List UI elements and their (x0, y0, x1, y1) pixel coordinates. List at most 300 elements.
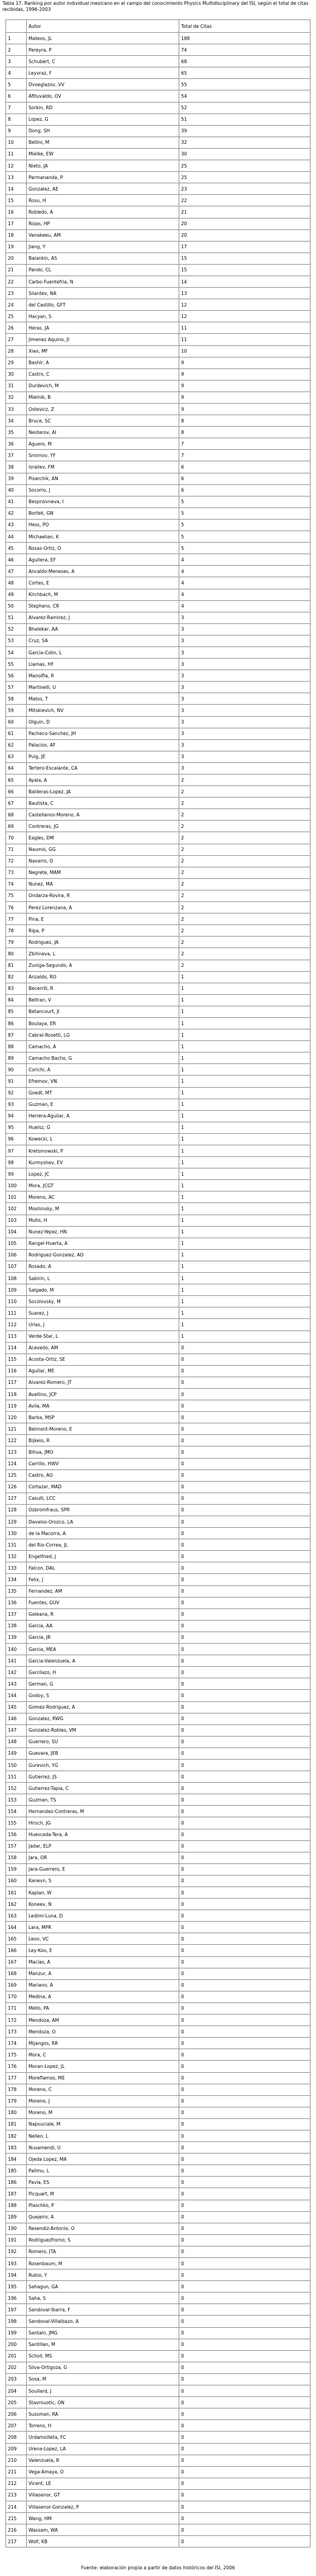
author-cell: Pina, E (27, 913, 179, 925)
citations-cell: 0 (179, 2223, 311, 2234)
rank-cell: 105 (6, 1238, 27, 1249)
author-cell: Hernandez-Contreras, M (27, 1806, 179, 1817)
author-cell: Afituvaldo, OV (27, 90, 179, 102)
rank-cell: 115 (6, 1354, 27, 1365)
rank-cell: 208 (6, 2432, 27, 2443)
citations-cell: 0 (179, 1852, 311, 1863)
author-cell: Lara, MPR (27, 1922, 179, 1933)
citations-cell: 0 (179, 2443, 311, 2455)
rank-cell: 207 (6, 2420, 27, 2432)
table-row (6, 2223, 311, 2234)
rank-cell: 101 (6, 1191, 27, 1203)
rank-cell: 136 (6, 1597, 27, 1608)
table-row (6, 2015, 311, 2026)
author-cell: Michaelian, K (27, 531, 179, 543)
citations-cell: 0 (179, 1968, 311, 1979)
author-cell: Heras, JA (27, 322, 179, 334)
citations-cell: 0 (179, 1771, 311, 1783)
rank-cell: 139 (6, 1632, 27, 1643)
rank-cell: 170 (6, 1991, 27, 2002)
rank-cell: 117 (6, 1377, 27, 1388)
citations-cell: 2 (179, 960, 311, 971)
citations-cell: 0 (179, 2524, 311, 2536)
table-row (6, 1423, 311, 1435)
rank-cell: 116 (6, 1365, 27, 1377)
citations-cell: 4 (179, 577, 311, 589)
citations-cell: 0 (179, 2061, 311, 2072)
author-cell: Ojeda Lopez, MA (27, 2154, 179, 2165)
rank-cell: 174 (6, 2038, 27, 2049)
author-cell: Hess, PO (27, 519, 179, 530)
rank-cell: 40 (6, 484, 27, 496)
table-row (6, 635, 311, 646)
author-cell: Villasenor-Gonzalez, P (27, 2501, 179, 2512)
citations-cell: 25 (179, 160, 311, 172)
citations-cell: 0 (179, 2118, 311, 2130)
author-cell: Kurmyshev, EV (27, 1157, 179, 1168)
rank-cell: 135 (6, 1585, 27, 1597)
author-cell: Mendoza, O (27, 2026, 179, 2038)
table-row (6, 1493, 311, 1504)
author-cell: Naumis, GG (27, 844, 179, 855)
table-row (6, 2501, 311, 2512)
citations-cell: 0 (179, 2269, 311, 2281)
rank-cell: 122 (6, 1435, 27, 1446)
citations-cell: 0 (179, 1701, 311, 1713)
rank-cell: 75 (6, 890, 27, 901)
rank-cell: 106 (6, 1249, 27, 1261)
table-row (6, 334, 311, 345)
table-row (6, 2385, 311, 2397)
author-cell: Vicent, LE (27, 2478, 179, 2489)
author-cell: Sussman, RA (27, 2408, 179, 2420)
rank-cell: 132 (6, 1551, 27, 1562)
citations-cell: 0 (179, 1446, 311, 1458)
rank-cell: 68 (6, 809, 27, 821)
author-cell: Santillan, M (27, 2339, 179, 2350)
rank-cell: 6 (6, 90, 27, 102)
rank-cell: 30 (6, 368, 27, 380)
author-cell: Moreno, J (27, 2095, 179, 2107)
citations-cell: 12 (179, 311, 311, 322)
citations-cell: 39 (179, 125, 311, 137)
citations-cell: 0 (179, 1562, 311, 1574)
author-cell: Carbo-Fuentefria, N (27, 276, 179, 287)
citations-cell: 0 (179, 1840, 311, 1852)
citations-cell: 0 (179, 2246, 311, 2257)
author-cell: Salgado, M (27, 1284, 179, 1296)
citations-cell: 2 (179, 844, 311, 855)
citations-cell: 1 (179, 971, 311, 983)
author-cell: Castro, AO (27, 1469, 179, 1481)
rank-cell: 87 (6, 1029, 27, 1041)
rank-cell: 92 (6, 1087, 27, 1099)
citations-cell: 0 (179, 2177, 311, 2188)
author-cell: Soullard, J (27, 2385, 179, 2397)
rank-cell: 22 (6, 276, 27, 287)
author-cell: Ondarza-Rovira, R (27, 890, 179, 901)
citations-cell: 2 (179, 774, 311, 786)
author-cell: Puig, JE (27, 751, 179, 762)
rank-cell: 133 (6, 1562, 27, 1574)
rank-cell: 9 (6, 125, 27, 137)
rank-cell: 65 (6, 774, 27, 786)
citations-cell: 6 (179, 484, 311, 496)
citations-cell: 1 (179, 1087, 311, 1099)
table-row (6, 2536, 311, 2547)
rank-cell: 196 (6, 2293, 27, 2304)
citations-cell: 1 (179, 1296, 311, 1307)
table-row (6, 2339, 311, 2350)
author-cell: Galeana, R (27, 1608, 179, 1620)
citations-cell: 1 (179, 1133, 311, 1145)
author-cell: Silantev, NA (27, 288, 179, 299)
table-row (6, 461, 311, 473)
table-row (6, 832, 311, 844)
author-cell: Nusamendi, U (27, 2142, 179, 2154)
table-row (6, 2165, 311, 2177)
citations-cell: 3 (179, 623, 311, 635)
author-cell: Guzman, E (27, 1099, 179, 1110)
rank-cell: 48 (6, 577, 27, 589)
table-row (6, 2513, 311, 2524)
table-row (6, 809, 311, 821)
table-row (6, 438, 311, 450)
citations-cell: 2 (179, 798, 311, 809)
author-cell: Picquart, M (27, 2188, 179, 2200)
author-cell: Villasenor, GT (27, 2489, 179, 2501)
author-cell: Castro, C (27, 368, 179, 380)
table-row (6, 484, 311, 496)
table-row (6, 33, 311, 44)
rank-cell: 158 (6, 1852, 27, 1863)
table-row (6, 1597, 311, 1608)
table-row (6, 728, 311, 739)
citations-cell: 0 (179, 1469, 311, 1481)
rank-cell: 93 (6, 1099, 27, 1110)
citations-cell: 9 (179, 380, 311, 391)
table-row (6, 1736, 311, 1747)
table-row (6, 206, 311, 218)
citations-cell: 5 (179, 496, 311, 507)
rank-cell: 123 (6, 1446, 27, 1458)
table-row (6, 2200, 311, 2211)
citations-cell: 0 (179, 1806, 311, 1817)
author-cell: Belmont-Moreno, E (27, 1423, 179, 1435)
rank-cell: 89 (6, 1052, 27, 1064)
table-row (6, 600, 311, 612)
rank-cell: 96 (6, 1133, 27, 1145)
table-row (6, 1458, 311, 1469)
citations-cell: 3 (179, 670, 311, 682)
citations-cell: 0 (179, 1863, 311, 1875)
citations-cell: 1 (179, 1307, 311, 1319)
rank-cell: 108 (6, 1273, 27, 1284)
table-row (6, 148, 311, 160)
citations-cell: 0 (179, 1620, 311, 1632)
rank-cell: 32 (6, 391, 27, 403)
rank-cell: 84 (6, 994, 27, 1006)
author-cell: Aguilera, EF (27, 554, 179, 566)
table-row (6, 1284, 311, 1296)
rank-cell: 42 (6, 507, 27, 519)
rank-cell: 85 (6, 1006, 27, 1017)
table-row (6, 890, 311, 901)
rank-cell: 2 (6, 44, 27, 56)
rank-cell: 192 (6, 2246, 27, 2257)
table-row (6, 114, 311, 125)
table-row (6, 195, 311, 206)
table-row (6, 646, 311, 658)
citations-cell: 1 (179, 1017, 311, 1029)
author-cell: Suarez, J (27, 1307, 179, 1319)
author-cell: Kaplan, W (27, 1887, 179, 1899)
rank-cell: 50 (6, 600, 27, 612)
citations-cell: 0 (179, 1574, 311, 1585)
rank-cell: 175 (6, 2049, 27, 2061)
table-row (6, 311, 311, 322)
author-cell: Castellanos-Moreno, A (27, 809, 179, 821)
author-cell: Rosenbaum, M (27, 2258, 179, 2269)
author-cell: Scholl, MS (27, 2350, 179, 2362)
citations-cell: 3 (179, 682, 311, 693)
citations-cell: 1 (179, 1215, 311, 1226)
citations-cell: 1 (179, 1168, 311, 1180)
citations-cell: 1 (179, 1076, 311, 1087)
citations-cell: 0 (179, 2002, 311, 2014)
author-cell: Rodriguez, JA (27, 937, 179, 948)
author-cell: Bellini, M (27, 137, 179, 148)
citations-cell: 0 (179, 1354, 311, 1365)
table-row (6, 2478, 311, 2489)
table-row (6, 1574, 311, 1585)
author-cell: Rosu, H (27, 195, 179, 206)
citations-cell: 0 (179, 1458, 311, 1469)
rank-cell: 67 (6, 798, 27, 809)
rank-cell: 18 (6, 229, 27, 241)
table-row (6, 125, 311, 137)
citations-cell: 0 (179, 1539, 311, 1551)
citations-cell: 0 (179, 1481, 311, 1493)
citations-cell: 0 (179, 1690, 311, 1701)
citations-cell: 0 (179, 2234, 311, 2246)
author-cell: Bihua, JMO (27, 1446, 179, 1458)
table-row (6, 1249, 311, 1261)
table-row (6, 2188, 311, 2200)
rank-cell: 127 (6, 1493, 27, 1504)
citations-cell: 2 (179, 948, 311, 960)
author-cell: Martinelli, U (27, 682, 179, 693)
citations-cell: 7 (179, 438, 311, 450)
table-row (6, 1076, 311, 1087)
author-cell: Balankin, AS (27, 253, 179, 264)
author-cell: Pallmu, L (27, 2165, 179, 2177)
table-row (6, 496, 311, 507)
rank-cell: 76 (6, 902, 27, 913)
rank-cell: 86 (6, 1017, 27, 1029)
citations-cell: 0 (179, 2339, 311, 2350)
author-cell: Ledimi-Luna, D (27, 1910, 179, 1922)
citations-cell: 0 (179, 2350, 311, 2362)
author-cell: Nellen, L (27, 2130, 179, 2141)
table-row (6, 1215, 311, 1226)
rank-cell: 44 (6, 531, 27, 543)
citations-cell: 3 (179, 739, 311, 751)
table-row (6, 659, 311, 670)
author-cell: Moreflamos, ME (27, 2072, 179, 2084)
citations-cell: 188 (179, 33, 311, 44)
table-row (6, 507, 311, 519)
citations-cell: 2 (179, 925, 311, 937)
author-cell: Aguero, M (27, 438, 179, 450)
rank-cell: 213 (6, 2489, 27, 2501)
citations-cell: 0 (179, 2107, 311, 2118)
author-cell: Acevedo, AM (27, 1342, 179, 1354)
rank-cell: 16 (6, 206, 27, 218)
table-row (6, 1910, 311, 1922)
author-cell: Gonzalez, RWG (27, 1713, 179, 1724)
rank-cell: 35 (6, 427, 27, 438)
rank-cell: 166 (6, 1945, 27, 1956)
citations-cell: 0 (179, 1736, 311, 1747)
rank-cell: 94 (6, 1110, 27, 1122)
table-row (6, 172, 311, 183)
table-row (6, 844, 311, 855)
author-cell: Lopez, G (27, 114, 179, 125)
citations-cell: 2 (179, 913, 311, 925)
table-row (6, 391, 311, 403)
rank-cell: 81 (6, 960, 27, 971)
author-cell: Falcon, DAL (27, 1562, 179, 1574)
rank-cell: 8 (6, 114, 27, 125)
table-row (6, 716, 311, 728)
table-row (6, 1191, 311, 1203)
author-cell: Moreno, M (27, 2107, 179, 2118)
table-row (6, 1690, 311, 1701)
rank-cell: 199 (6, 2327, 27, 2339)
rank-cell: 212 (6, 2478, 27, 2489)
table-row (6, 2281, 311, 2293)
citations-cell: 0 (179, 1377, 311, 1388)
table-row (6, 160, 311, 172)
table-row (6, 1412, 311, 1423)
rank-cell: 29 (6, 357, 27, 368)
rank-cell: 186 (6, 2177, 27, 2188)
rank-cell: 63 (6, 751, 27, 762)
citations-cell: 7 (179, 450, 311, 461)
citations-cell: 0 (179, 1435, 311, 1446)
rank-cell: 154 (6, 1806, 27, 1817)
author-cell: Resendiz-Antonio, O (27, 2223, 179, 2234)
table-row (6, 2420, 311, 2432)
citations-cell: 1 (179, 1029, 311, 1041)
table-row (6, 2154, 311, 2165)
author-cell: Cabral-Rosetti, LG (27, 1029, 179, 1041)
author-cell: Camacho Bacho, G (27, 1052, 179, 1064)
table-row (6, 137, 311, 148)
author-cell: Garcilazo, H (27, 1667, 179, 1678)
citations-cell: 0 (179, 2408, 311, 2420)
author-cell: Guevara, JEB (27, 1747, 179, 1759)
rank-cell: 162 (6, 1899, 27, 1910)
citations-cell: 1 (179, 1319, 311, 1330)
table-row (6, 878, 311, 890)
table-row (6, 2177, 311, 2188)
table-row (6, 1852, 311, 1863)
rank-cell: 164 (6, 1922, 27, 1933)
citations-cell: 0 (179, 2072, 311, 2084)
rank-cell: 151 (6, 1771, 27, 1783)
author-cell: Garcia, JR (27, 1632, 179, 1643)
author-cell: Sorkin, RD (27, 102, 179, 114)
author-cell: Mitskievich, NV (27, 705, 179, 716)
citations-cell: 10 (179, 345, 311, 357)
rank-cell: 111 (6, 1307, 27, 1319)
table-row (6, 1122, 311, 1133)
table-row (6, 2026, 311, 2038)
rank-cell: 56 (6, 670, 27, 682)
author-cell: Pereyra, P (27, 44, 179, 56)
author-cell: Smirnov, YF (27, 450, 179, 461)
author-cell: Schubert, C (27, 56, 179, 67)
citations-cell: 0 (179, 1875, 311, 1886)
citations-cell: 0 (179, 2420, 311, 2432)
author-cell: del Castillo, GFT (27, 299, 179, 311)
table-row (6, 44, 311, 56)
table-row (6, 1829, 311, 1840)
citations-cell: 0 (179, 1910, 311, 1922)
table-row (6, 1238, 311, 1249)
rank-cell: 130 (6, 1528, 27, 1539)
citations-cell: 5 (179, 519, 311, 530)
rank-cell: 52 (6, 623, 27, 635)
table-row (6, 786, 311, 798)
rank-cell: 25 (6, 311, 27, 322)
rank-cell: 13 (6, 172, 27, 183)
author-cell: Xiao, MF (27, 345, 179, 357)
author-cell: Casulli, LCC (27, 1493, 179, 1504)
table-row (6, 90, 311, 102)
author-cell: Contreras, JG (27, 821, 179, 832)
table-row (6, 415, 311, 427)
citations-cell: 6 (179, 461, 311, 473)
rank-cell: 124 (6, 1458, 27, 1469)
author-cell: Gutierrez, JS (27, 1771, 179, 1783)
table-row (6, 1052, 311, 1064)
table-row (6, 798, 311, 809)
rank-cell: 3 (6, 56, 27, 67)
rank-cell: 202 (6, 2362, 27, 2373)
table-row (6, 543, 311, 554)
table-row (6, 2466, 311, 2478)
rank-cell: 182 (6, 2130, 27, 2141)
author-cell: Gonzalez, AE (27, 183, 179, 195)
rank-cell: 55 (6, 659, 27, 670)
citations-cell: 0 (179, 1759, 311, 1771)
author-cell: Aguilar, ME (27, 1365, 179, 1377)
table-row (6, 1632, 311, 1643)
rank-cell: 82 (6, 971, 27, 983)
author-cell: Durdevich, M (27, 380, 179, 391)
author-cell: Godoy, S (27, 1690, 179, 1701)
table-row (6, 2246, 311, 2257)
citations-cell: 52 (179, 102, 311, 114)
citations-cell: 1 (179, 1041, 311, 1052)
table-row (6, 1504, 311, 1516)
table-row (6, 1330, 311, 1342)
rank-cell: 10 (6, 137, 27, 148)
table-row (6, 1110, 311, 1122)
